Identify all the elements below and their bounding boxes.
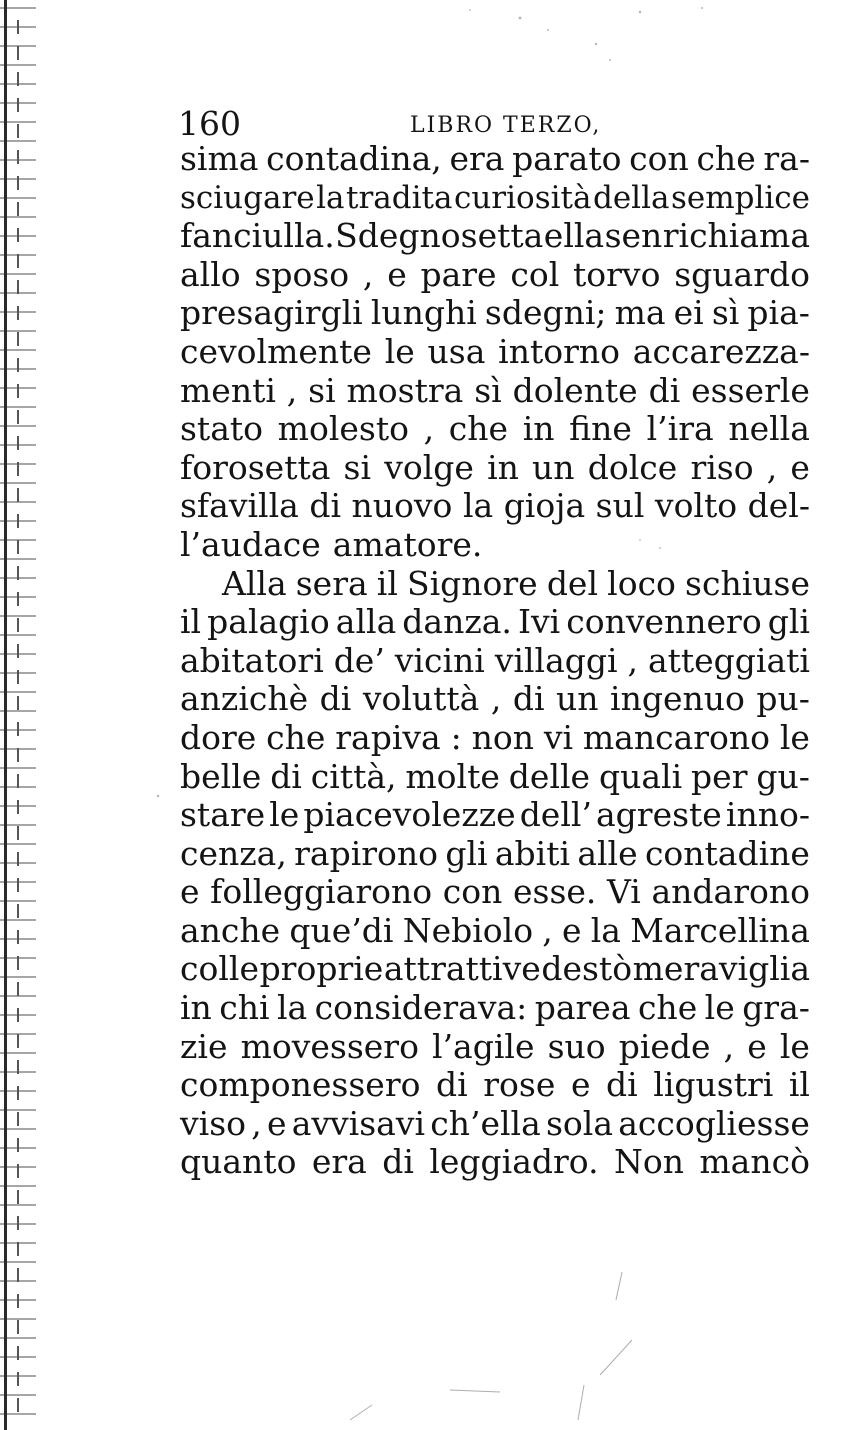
text-line: sciugare la tradita curiosità della semplice [180,179,810,216]
text-line: cenza, rapirono gli abiti alle contadine [180,833,810,873]
text-line: anzichè di voluttà , di un ingenuo pu- [180,679,810,719]
text-line: in chi la considerava: parea che le gra- [180,988,810,1028]
body-text [180,140,810,1182]
text-line: dore che rapiva : non vi mancarono le [180,717,810,757]
text-line: componessero di rose e di ligustri il [180,1065,810,1105]
text-line: fanciulla. Sdegnosetta ella sen richiama [180,216,810,256]
text-line: sfavilla di nuovo la gioja sul volto del- [180,486,810,526]
page-number: 160 [178,104,241,143]
running-title: LIBRO TERZO, [410,113,602,138]
text-line: allo sposo , e pare col torvo sguardo [180,254,810,294]
text-line: anche que’di Nebiolo , e la Marcellina [180,910,810,950]
text-line: Alla sera il Signore del loco schiuse [222,563,810,603]
text-line: zie movessero l’agile suo piede , e le [180,1026,810,1066]
text-line: sima contadina, era parato con che ra- [180,139,810,178]
text-line: stare le piacevolezze dell’ agreste inno- [180,795,810,835]
text-line: cevolmente le usa intorno accarezza- [180,331,810,371]
binding-edge [0,0,36,1430]
text-line: viso , e avvisavi ch’ella sola accogliesse [180,1103,810,1143]
text-line: forosetta si volge in un dolce riso , e [180,447,810,487]
text-line: belle di città, molte delle quali per gu- [180,756,810,796]
text-line: il palagio alla danza. Ivi convennero gli [180,602,810,642]
text-line: quanto era di leggiadro. Non mancò [180,1142,810,1182]
text-line: presagirgli lunghi sdegni; ma ei sì pia- [180,293,810,333]
text-line: colle proprie attrattive destò meraviglia [180,949,810,989]
running-head [178,104,618,144]
text-line: abitatori de’ vicini villaggi , atteggiati [180,640,810,680]
text-line: l’audace amatore. [180,524,483,564]
text-line: menti , si mostra sì dolente di esserle [180,370,810,410]
text-line: e folleggiarono con esse. Vi andarono [180,872,810,912]
text-line: stato molesto , che in fine l’ira nella [180,409,810,449]
